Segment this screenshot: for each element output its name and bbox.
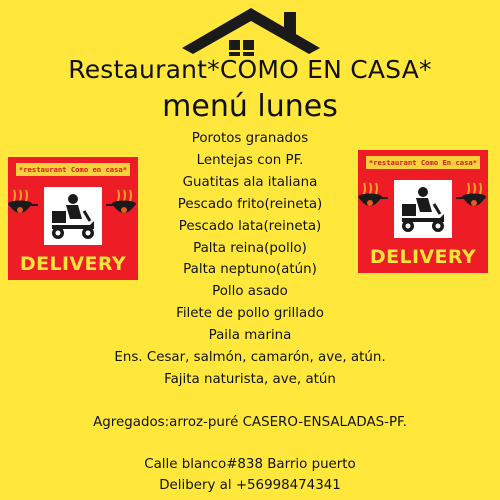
delivery-badge-right bbox=[358, 150, 488, 273]
delivery-label: DELIVERY bbox=[369, 246, 477, 268]
menu-item: Palta neptuno(atún) bbox=[183, 262, 317, 278]
badge-restaurant-name: *restaurant Como En casa* bbox=[366, 156, 480, 169]
delivery-scooter-icon bbox=[394, 180, 452, 238]
delivery-badge-left bbox=[8, 157, 138, 280]
restaurant-title: Restaurant*COMO EN CASA* bbox=[68, 55, 432, 84]
badge-restaurant-name: *restaurant Como en casa* bbox=[16, 163, 130, 176]
cooking-pot-icon bbox=[358, 183, 388, 206]
delivery-label: DELIVERY bbox=[19, 253, 127, 275]
menu-item: Porotos granados bbox=[191, 131, 309, 146]
menu-item: Guatitas ala italiana bbox=[182, 174, 318, 190]
cooking-pot-icon bbox=[8, 190, 38, 213]
menu-day-title: menú lunes bbox=[162, 89, 338, 124]
phone-text: Delibery al +56998474341 bbox=[159, 478, 341, 493]
sides-note: Agregados:arroz-puré CASERO-ENSALADAS-PF. bbox=[93, 415, 407, 430]
delivery-scooter-icon bbox=[44, 187, 102, 245]
menu-item: Ens. Cesar, salmón, camarón, ave, atún. bbox=[114, 350, 386, 366]
menu-list bbox=[100, 128, 400, 391]
house-roof-icon bbox=[168, 4, 334, 56]
address-text: Calle blanco#838 Barrio puerto bbox=[144, 457, 356, 472]
menu-item: Lentejas con PF. bbox=[196, 152, 304, 168]
cooking-pot-icon bbox=[456, 183, 486, 206]
menu-item: Pollo asado bbox=[212, 284, 288, 300]
badge-artwork bbox=[358, 174, 488, 242]
menu-item: Pescado lata(reineta) bbox=[178, 218, 322, 234]
menu-item: Fajita naturista, ave, atún bbox=[164, 371, 336, 387]
menu-item: Paila marina bbox=[208, 328, 292, 344]
menu-item: Palta reina(pollo) bbox=[193, 240, 307, 256]
cooking-pot-icon bbox=[106, 190, 136, 213]
menu-item: Pescado frito(reineta) bbox=[177, 196, 323, 212]
badge-artwork bbox=[8, 181, 138, 249]
menu-item: Filete de pollo grillado bbox=[176, 306, 324, 322]
